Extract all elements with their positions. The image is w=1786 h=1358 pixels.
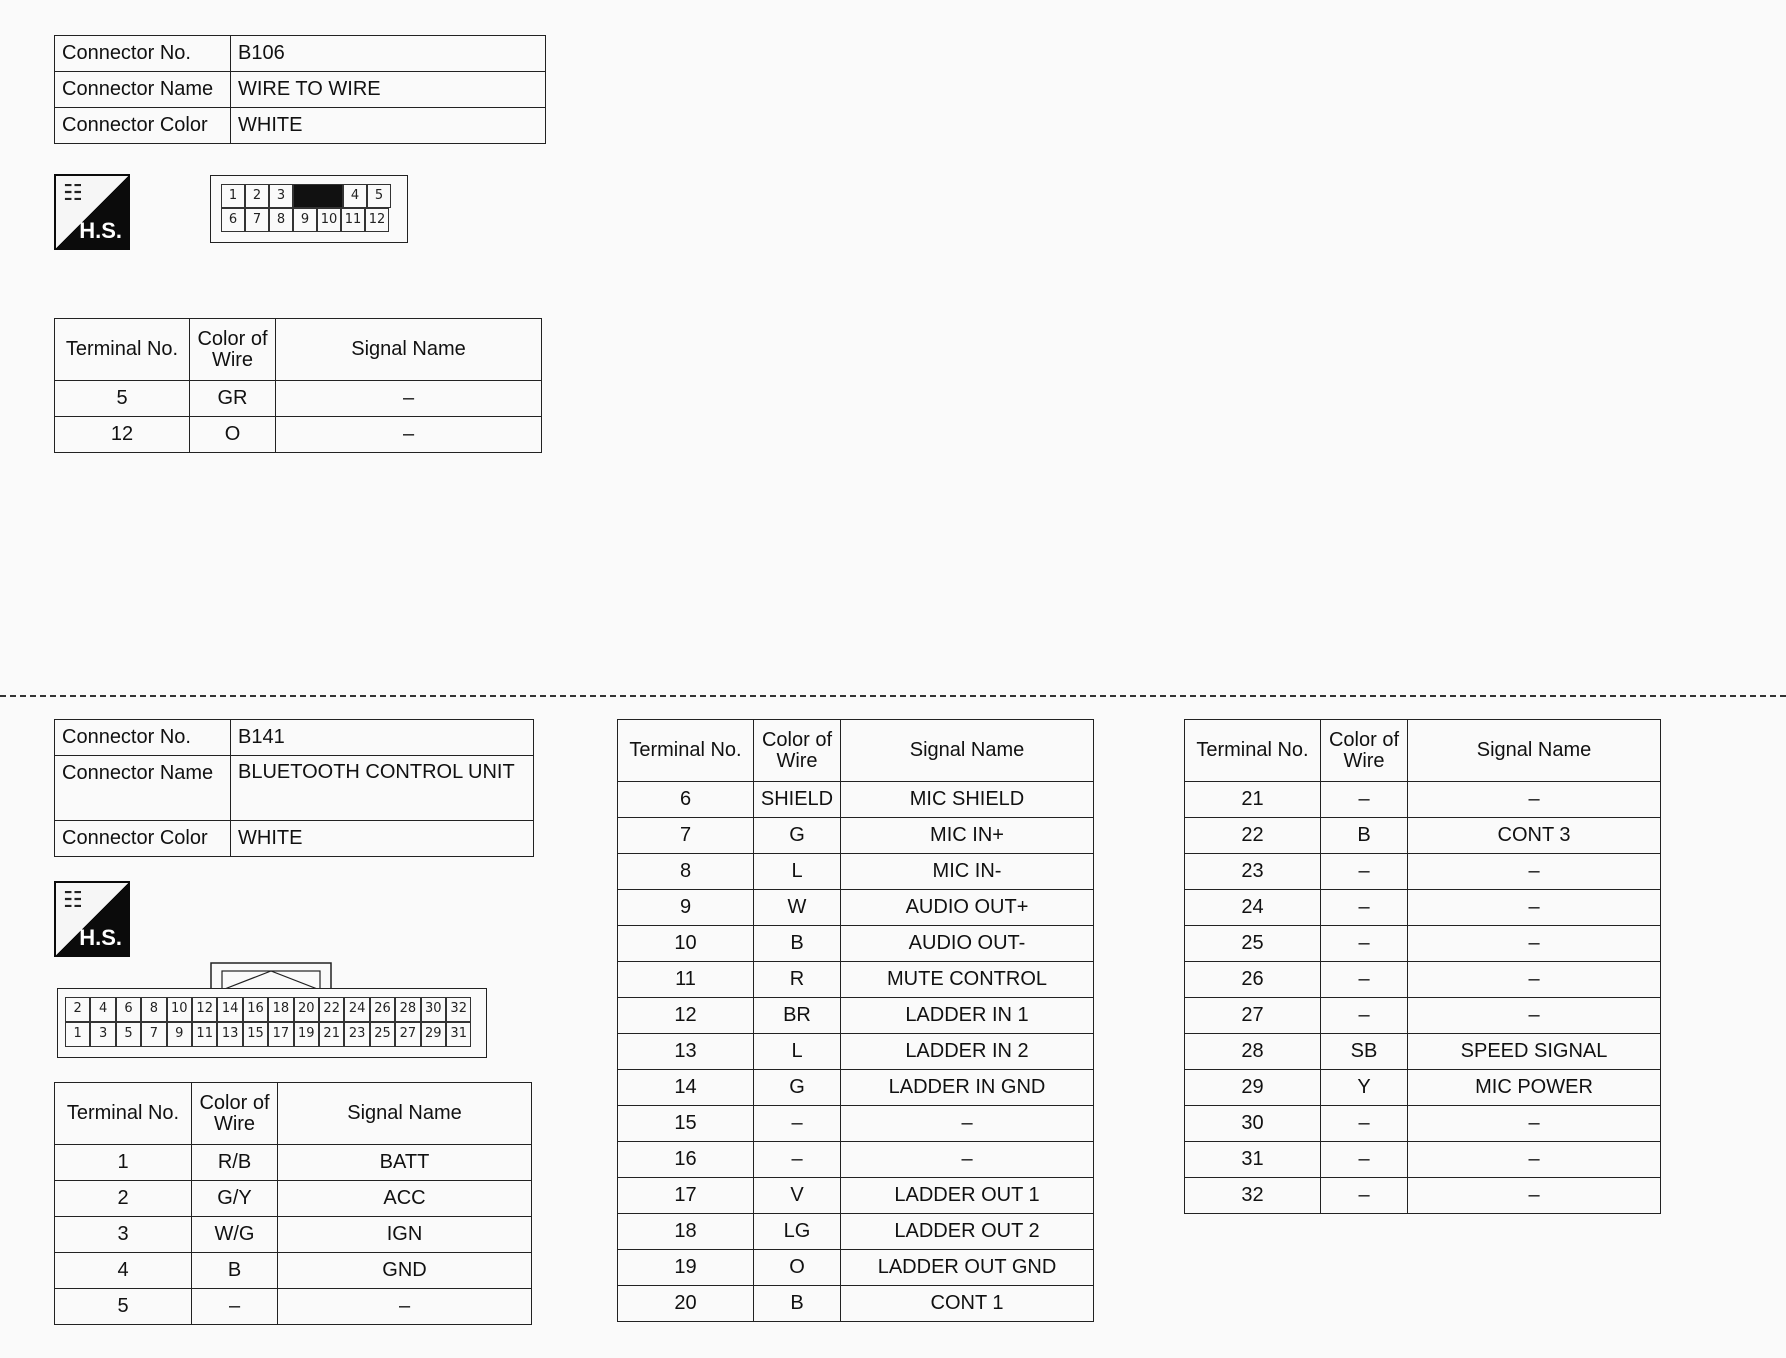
connector-color-value: WHITE: [231, 821, 534, 857]
connector-pin: 12: [365, 208, 389, 232]
table-header-row: [55, 319, 542, 381]
terminal-no-cell: 18: [618, 1214, 754, 1250]
signal-name-cell: ACC: [278, 1181, 532, 1217]
connector-pin: 2: [245, 184, 269, 208]
signal-name-cell: MIC IN-: [841, 854, 1094, 890]
wire-color-cell: B: [754, 926, 841, 962]
signal-name-cell: –: [1408, 926, 1661, 962]
connector-pin: 10: [317, 208, 341, 232]
signal-name-cell: –: [278, 1289, 532, 1325]
table-row: [618, 962, 1094, 998]
connector-no-value: B106: [231, 36, 546, 72]
signal-name-cell: AUDIO OUT-: [841, 926, 1094, 962]
table-row: [1185, 1178, 1661, 1214]
connector-pin: 6: [116, 997, 141, 1022]
wire-color-cell: –: [1321, 1106, 1408, 1142]
terminal-no-cell: 30: [1185, 1106, 1321, 1142]
terminal-no-cell: 9: [618, 890, 754, 926]
table-row: [55, 1253, 532, 1289]
connector-pin: 9: [167, 1022, 192, 1047]
connector-no-value: B141: [231, 720, 534, 756]
terminal-no-cell: 4: [55, 1253, 192, 1289]
connector-color-label: Connector Color: [55, 108, 231, 144]
b141-connector-face: [57, 988, 487, 1058]
connector-pin: 7: [141, 1022, 166, 1047]
b106-connector-face: [210, 175, 408, 243]
connector-plug-icon: ☷: [63, 180, 83, 205]
info-row: [55, 36, 546, 72]
wire-color-cell: –: [1321, 854, 1408, 890]
info-row: [55, 756, 534, 821]
terminal-no-cell: 19: [618, 1250, 754, 1286]
terminal-no-cell: 23: [1185, 854, 1321, 890]
connector-pin: 13: [217, 1022, 242, 1047]
wire-color-cell: G: [754, 1070, 841, 1106]
connector-pin: 20: [294, 997, 319, 1022]
wire-color-header: Color of Wire: [754, 720, 841, 782]
wire-color-cell: –: [1321, 998, 1408, 1034]
connector-pin: 9: [293, 208, 317, 232]
connector-pin: 16: [243, 997, 268, 1022]
table-row: [1185, 926, 1661, 962]
blank-cavity: [293, 184, 343, 208]
table-row: [1185, 1106, 1661, 1142]
table-row: [1185, 998, 1661, 1034]
connector-pin: 3: [90, 1022, 115, 1047]
signal-name-cell: MUTE CONTROL: [841, 962, 1094, 998]
connector-pin: 5: [116, 1022, 141, 1047]
table-row: [1185, 1142, 1661, 1178]
connector-pin: 18: [268, 997, 293, 1022]
wire-color-cell: –: [1321, 1178, 1408, 1214]
connector-pin: 23: [344, 1022, 369, 1047]
terminal-no-cell: 12: [55, 417, 190, 453]
wire-color-cell: O: [754, 1250, 841, 1286]
signal-name-cell: LADDER IN 1: [841, 998, 1094, 1034]
signal-name-cell: –: [841, 1106, 1094, 1142]
signal-name-cell: –: [276, 417, 542, 453]
signal-name-cell: AUDIO OUT+: [841, 890, 1094, 926]
b141-terminal-table-3: [1184, 719, 1661, 1214]
connector-pin: 14: [217, 997, 242, 1022]
connector-pin: 26: [370, 997, 395, 1022]
table-row: [1185, 1034, 1661, 1070]
terminal-no-cell: 12: [618, 998, 754, 1034]
wire-color-cell: V: [754, 1178, 841, 1214]
table-row: [1185, 1070, 1661, 1106]
table-row: [55, 417, 542, 453]
connector-name-label: Connector Name: [55, 756, 231, 821]
signal-name-cell: –: [276, 381, 542, 417]
terminal-no-header: Terminal No.: [1185, 720, 1321, 782]
wire-color-cell: B: [1321, 818, 1408, 854]
wire-color-cell: B: [754, 1286, 841, 1322]
wire-color-cell: R: [754, 962, 841, 998]
table-row: [618, 818, 1094, 854]
connector-plug-icon: ☷: [63, 887, 83, 912]
signal-name-cell: –: [1408, 782, 1661, 818]
connector-pin: 10: [167, 997, 192, 1022]
terminal-no-header: Terminal No.: [55, 319, 190, 381]
connector-pin: 1: [221, 184, 245, 208]
connector-latch: [210, 962, 332, 990]
connector-pin: 11: [192, 1022, 217, 1047]
wire-color-cell: LG: [754, 1214, 841, 1250]
connector-pin: 1: [65, 1022, 90, 1047]
signal-name-cell: –: [1408, 998, 1661, 1034]
info-row: [55, 108, 546, 144]
signal-name-cell: LADDER IN GND: [841, 1070, 1094, 1106]
info-row: [55, 720, 534, 756]
signal-name-cell: –: [1408, 1142, 1661, 1178]
table-row: [618, 1250, 1094, 1286]
signal-name-cell: BATT: [278, 1145, 532, 1181]
terminal-no-cell: 5: [55, 381, 190, 417]
wire-color-cell: SB: [1321, 1034, 1408, 1070]
terminal-no-header: Terminal No.: [618, 720, 754, 782]
wire-color-cell: L: [754, 854, 841, 890]
connector-pin: 32: [446, 997, 471, 1022]
wire-color-cell: –: [1321, 926, 1408, 962]
section-divider: [0, 695, 1786, 697]
connector-pin: 6: [221, 208, 245, 232]
signal-name-header: Signal Name: [1408, 720, 1661, 782]
harness-side-icon: [54, 881, 130, 957]
connector-pin: 22: [319, 997, 344, 1022]
signal-name-cell: LADDER OUT 1: [841, 1178, 1094, 1214]
connector-pin: 11: [341, 208, 365, 232]
harness-side-icon: [54, 174, 130, 250]
connector-pin: 5: [367, 184, 391, 208]
terminal-no-cell: 2: [55, 1181, 192, 1217]
wire-color-cell: W/G: [192, 1217, 278, 1253]
table-row: [618, 1178, 1094, 1214]
signal-name-cell: LADDER OUT 2: [841, 1214, 1094, 1250]
signal-name-cell: LADDER OUT GND: [841, 1250, 1094, 1286]
table-row: [618, 1286, 1094, 1322]
wire-color-cell: G: [754, 818, 841, 854]
table-row: [618, 782, 1094, 818]
wire-color-cell: –: [754, 1142, 841, 1178]
signal-name-cell: –: [1408, 890, 1661, 926]
terminal-no-cell: 25: [1185, 926, 1321, 962]
table-header-row: [1185, 720, 1661, 782]
table-row: [618, 1106, 1094, 1142]
signal-name-cell: CONT 1: [841, 1286, 1094, 1322]
wire-color-header: Color of Wire: [190, 319, 276, 381]
connector-name-label: Connector Name: [55, 72, 231, 108]
signal-name-cell: –: [1408, 854, 1661, 890]
table-row: [618, 1070, 1094, 1106]
connector-no-label: Connector No.: [55, 36, 231, 72]
table-row: [1185, 782, 1661, 818]
wire-color-cell: W: [754, 890, 841, 926]
b106-info-table: [54, 35, 546, 144]
terminal-no-cell: 5: [55, 1289, 192, 1325]
wire-color-cell: SHIELD: [754, 782, 841, 818]
connector-name-value: BLUETOOTH CONTROL UNIT: [231, 756, 534, 821]
terminal-no-cell: 20: [618, 1286, 754, 1322]
connector-pin: 31: [446, 1022, 471, 1047]
signal-name-header: Signal Name: [841, 720, 1094, 782]
connector-pin: 30: [421, 997, 446, 1022]
terminal-no-cell: 27: [1185, 998, 1321, 1034]
connector-pin: 27: [395, 1022, 420, 1047]
wire-color-cell: L: [754, 1034, 841, 1070]
signal-name-cell: GND: [278, 1253, 532, 1289]
table-row: [1185, 962, 1661, 998]
terminal-no-cell: 15: [618, 1106, 754, 1142]
terminal-no-cell: 3: [55, 1217, 192, 1253]
table-row: [55, 1217, 532, 1253]
connector-pin: 2: [65, 997, 90, 1022]
table-row: [618, 998, 1094, 1034]
connector-pin: 8: [141, 997, 166, 1022]
table-row: [1185, 854, 1661, 890]
signal-name-cell: –: [1408, 962, 1661, 998]
signal-name-cell: IGN: [278, 1217, 532, 1253]
connector-pin: 28: [395, 997, 420, 1022]
terminal-no-cell: 26: [1185, 962, 1321, 998]
signal-name-cell: MIC SHIELD: [841, 782, 1094, 818]
table-row: [55, 1289, 532, 1325]
connector-pin: 25: [370, 1022, 395, 1047]
table-row: [55, 1181, 532, 1217]
wire-color-cell: GR: [190, 381, 276, 417]
info-row: [55, 72, 546, 108]
terminal-no-cell: 11: [618, 962, 754, 998]
signal-name-cell: MIC IN+: [841, 818, 1094, 854]
terminal-no-cell: 24: [1185, 890, 1321, 926]
terminal-no-cell: 14: [618, 1070, 754, 1106]
table-row: [55, 1145, 532, 1181]
wire-color-cell: G/Y: [192, 1181, 278, 1217]
wire-color-cell: O: [190, 417, 276, 453]
signal-name-cell: –: [1408, 1178, 1661, 1214]
wire-color-cell: R/B: [192, 1145, 278, 1181]
terminal-no-cell: 6: [618, 782, 754, 818]
table-header-row: [55, 1083, 532, 1145]
table-row: [1185, 818, 1661, 854]
signal-name-cell: LADDER IN 2: [841, 1034, 1094, 1070]
terminal-no-cell: 16: [618, 1142, 754, 1178]
wire-color-cell: –: [1321, 962, 1408, 998]
connector-pin: 8: [269, 208, 293, 232]
connector-pin: 3: [269, 184, 293, 208]
hs-label: H.S.: [79, 925, 122, 950]
connector-pin: 19: [294, 1022, 319, 1047]
connector-pin: 29: [421, 1022, 446, 1047]
wire-color-cell: –: [192, 1289, 278, 1325]
terminal-no-cell: 17: [618, 1178, 754, 1214]
terminal-no-header: Terminal No.: [55, 1083, 192, 1145]
connector-name-value: WIRE TO WIRE: [231, 72, 546, 108]
wire-color-cell: –: [754, 1106, 841, 1142]
signal-name-header: Signal Name: [278, 1083, 532, 1145]
signal-name-cell: –: [841, 1142, 1094, 1178]
terminal-no-cell: 1: [55, 1145, 192, 1181]
info-row: [55, 821, 534, 857]
terminal-no-cell: 31: [1185, 1142, 1321, 1178]
connector-pin: 12: [192, 997, 217, 1022]
connector-color-label: Connector Color: [55, 821, 231, 857]
terminal-no-cell: 28: [1185, 1034, 1321, 1070]
table-row: [618, 1034, 1094, 1070]
table-header-row: [618, 720, 1094, 782]
terminal-no-cell: 29: [1185, 1070, 1321, 1106]
table-row: [618, 890, 1094, 926]
signal-name-cell: –: [1408, 1106, 1661, 1142]
wire-color-cell: –: [1321, 1142, 1408, 1178]
wire-color-cell: –: [1321, 890, 1408, 926]
table-row: [55, 381, 542, 417]
signal-name-cell: SPEED SIGNAL: [1408, 1034, 1661, 1070]
terminal-no-cell: 13: [618, 1034, 754, 1070]
table-row: [618, 926, 1094, 962]
connector-pin: 4: [90, 997, 115, 1022]
wire-color-cell: –: [1321, 782, 1408, 818]
signal-name-header: Signal Name: [276, 319, 542, 381]
table-row: [618, 1214, 1094, 1250]
terminal-no-cell: 22: [1185, 818, 1321, 854]
wire-color-cell: Y: [1321, 1070, 1408, 1106]
wire-color-cell: B: [192, 1253, 278, 1289]
b141-terminal-table-2: [617, 719, 1094, 1322]
terminal-no-cell: 10: [618, 926, 754, 962]
connector-pin: 15: [243, 1022, 268, 1047]
wire-color-header: Color of Wire: [1321, 720, 1408, 782]
table-row: [618, 1142, 1094, 1178]
signal-name-cell: CONT 3: [1408, 818, 1661, 854]
wire-color-header: Color of Wire: [192, 1083, 278, 1145]
connector-no-label: Connector No.: [55, 720, 231, 756]
connector-color-value: WHITE: [231, 108, 546, 144]
wire-color-cell: BR: [754, 998, 841, 1034]
terminal-no-cell: 32: [1185, 1178, 1321, 1214]
b106-terminal-table: [54, 318, 542, 453]
b141-terminal-table-1: [54, 1082, 532, 1325]
table-row: [1185, 890, 1661, 926]
signal-name-cell: MIC POWER: [1408, 1070, 1661, 1106]
connector-pin: 4: [343, 184, 367, 208]
table-row: [618, 854, 1094, 890]
connector-pin: 24: [344, 997, 369, 1022]
connector-pin: 21: [319, 1022, 344, 1047]
terminal-no-cell: 8: [618, 854, 754, 890]
b141-info-table: [54, 719, 534, 857]
connector-pin: 7: [245, 208, 269, 232]
connector-pin: 17: [268, 1022, 293, 1047]
hs-label: H.S.: [79, 218, 122, 243]
terminal-no-cell: 21: [1185, 782, 1321, 818]
terminal-no-cell: 7: [618, 818, 754, 854]
